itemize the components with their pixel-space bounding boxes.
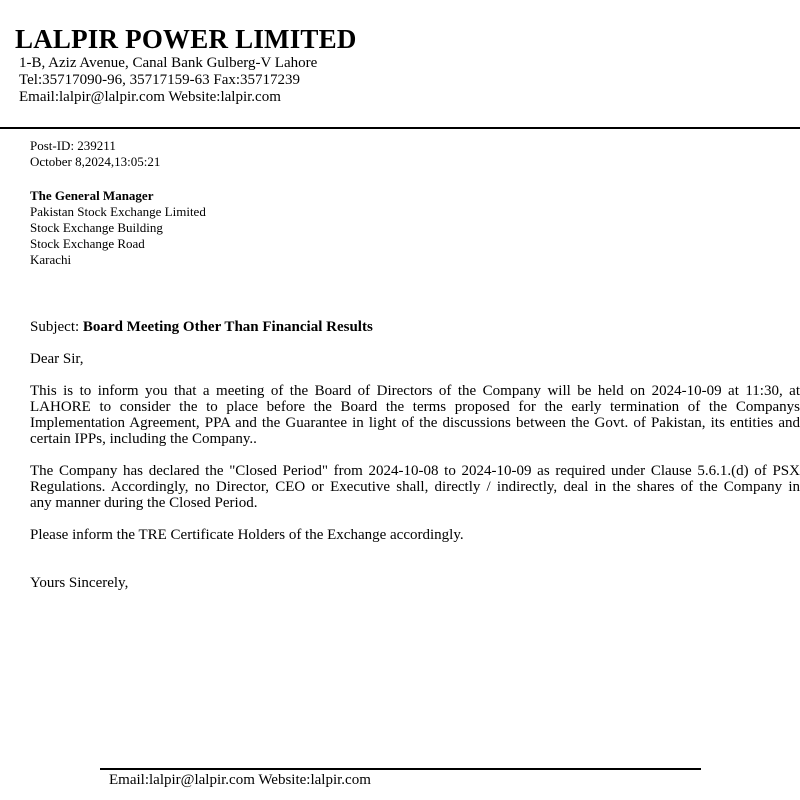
paragraph-line: certain IPPs, including the Company.. — [30, 431, 257, 447]
recipient-road: Stock Exchange Road — [30, 236, 145, 251]
recipient-title: The General Manager — [30, 188, 154, 203]
paragraph-inform-holders: Please inform the TRE Certificate Holders of the Exchange accordingly. — [30, 527, 464, 543]
company-name: LALPIR POWER LIMITED — [15, 24, 357, 54]
footer-divider — [100, 768, 701, 770]
company-address: 1-B, Aziz Avenue, Canal Bank Gulberg-V Lahore — [19, 55, 318, 71]
company-email-website: Email:lalpir@lalpir.com Website:lalpir.com — [19, 89, 281, 105]
company-phone-fax: Tel:35717090-96, 35717159-63 Fax:35717239 — [19, 72, 301, 88]
recipient-city: Karachi — [30, 252, 72, 267]
paragraph-line: This is to inform you that a meeting of the Board of Directors of the Company will be held on 2024-10-09 at 11:30, at — [30, 383, 800, 399]
subject-line — [30, 319, 800, 335]
paragraph-line: any manner during the Closed Period. — [30, 495, 258, 511]
header-divider — [0, 127, 800, 129]
paragraph-line: LAHORE to consider the to place before the Board the terms proposed for the early termination of the Companys — [30, 399, 800, 415]
paragraph-line: Regulations. Accordingly, no Director, CEO or Executive shall, directly / indirectly, deal in the shares of the Company in — [30, 479, 800, 495]
footer-email-website: Email:lalpir@lalpir.com Website:lalpir.com — [109, 772, 371, 788]
post-date: October 8,2024,13:05:21 — [30, 154, 161, 169]
paragraph-line: The Company has declared the "Closed Period" from 2024-10-08 to 2024-10-09 as required under Clause 5.6.1.(d) of PSX — [30, 463, 800, 479]
subject-label: Subject: — [30, 319, 80, 335]
closing: Yours Sincerely, — [30, 575, 129, 591]
salutation: Dear Sir, — [30, 351, 84, 367]
recipient-building: Stock Exchange Building — [30, 220, 163, 235]
post-id: Post-ID: 239211 — [30, 138, 116, 153]
paragraph-line: Implementation Agreement, PPA and the Guarantee in light of the discussions between the Govt. of Pakistan, its entities and — [30, 415, 800, 431]
recipient-organization: Pakistan Stock Exchange Limited — [30, 204, 206, 219]
subject-text: Board Meeting Other Than Financial Results — [82, 319, 373, 335]
